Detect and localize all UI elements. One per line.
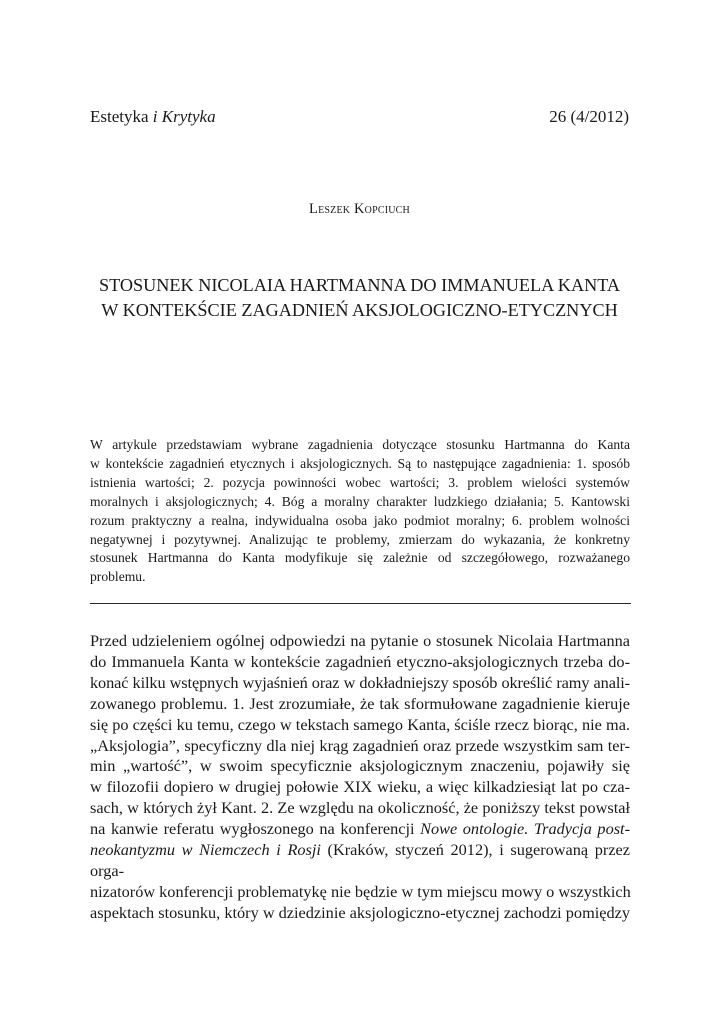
journal-conjunction: i xyxy=(152,107,158,126)
abstract-line: moralnych i aksjologicznych; 4. Bóg a moralny charakter ludzkiego działania; 5. Kantowski xyxy=(90,493,630,509)
journal-name: Krytyka xyxy=(161,107,216,126)
body-line: „Aksjologia”, specyficzny dla niej krąg zagadnień oraz przede wszystkim sam ter- xyxy=(90,735,630,755)
conference-title: Nowe ontologie. Tradycja post- xyxy=(420,819,630,839)
body-line: zowanego problemu. 1. Jest zrozumiałe, że tak sformułowane zagadnienie kieruje xyxy=(90,693,630,713)
body-line: w filozofii dopiero w drugiej połowie XIX wieku, a więc kilkadziesiąt lat po cza- xyxy=(90,777,630,797)
abstract-line: stosunek Hartmanna do Kanta modyfikuje się zależnie od szczegółowego, rozważanego xyxy=(90,550,630,566)
body-line: Przed udzieleniem ogólnej odpowiedzi na pytanie o stosunek Nicolaia Hartmanna xyxy=(90,631,630,650)
abstract-line: problemu. xyxy=(90,569,146,585)
journal-prefix: Estetyka xyxy=(90,107,149,126)
abstract-line: negatywnej i pozytywnej. Analizując te problemy, zmierzam do wykazania, że konkretny xyxy=(90,531,630,547)
body-line: się po części ku temu, czego w tekstach samego Kanta, ściśle rzecz biorąc, nie ma. xyxy=(90,714,630,734)
conference-title-continued: neokantyzmu w Niemczech i Rosji xyxy=(90,840,321,860)
abstract-line: W artykule przedstawiam wybrane zagadnienia dotyczące stosunku Hartmanna do Kanta xyxy=(90,437,630,452)
abstract-line: w kontekście zagadnień etycznych i aksjologicznych. Są to następujące zagadnienia: 1. sposób xyxy=(90,455,630,471)
abstract-line: istnienia wartości; 2. pozycja powinności wobec wartości; 3. problem wielości systemów xyxy=(90,474,630,490)
body-line: do Immanuela Kanta w kontekście zagadnień etyczno-aksjologicznych trzeba do- xyxy=(90,651,630,671)
article-title-line: W KONTEKŚCIE ZAGADNIEŃ AKSJOLOGICZNO-ETYCZNYCH xyxy=(101,300,618,320)
issue-number: 26 (4/2012) xyxy=(549,107,629,126)
body-line: min „wartość”, w swoim specyficznie aksjologicznym znaczeniu, pojawiły się xyxy=(90,756,630,776)
body-line: konać kilku wstępnych wyjaśnień oraz w dokładniejszy sposób określić ramy anali- xyxy=(90,672,630,692)
author-name: Leszek Kopciuch xyxy=(309,201,410,217)
body-line: aspektach stosunku, który w dziedzinie aksjologiczno-etycznej zachodzi pomiędzy xyxy=(90,902,630,922)
body-line: nizatorów konferencji problematykę nie będzie w tym miejscu mowy o wszystkich xyxy=(90,881,631,901)
article-title xyxy=(60,273,659,323)
body-text xyxy=(90,631,630,924)
abstract-line: rozum praktyczny a realna, indywidualna osoba jako podmiot moralny; 6. problem wolności xyxy=(90,512,630,528)
body-text-run: na kanwie referatu wygłoszonego na konferencji xyxy=(90,819,421,839)
section-divider xyxy=(90,603,631,604)
article-title-line: STOSUNEK NICOLAIA HARTMANNA DO IMMANUELA KANTA xyxy=(98,275,620,295)
body-text-run: (Kraków, styczeń 2012), i sugerowaną przez orga- xyxy=(90,840,631,880)
body-line xyxy=(90,819,630,840)
body-line: sach, w których żył Kant. 2. Ze względu na okoliczność, że poniższy tekst powstał xyxy=(90,798,630,818)
body-line xyxy=(90,840,630,882)
abstract xyxy=(90,436,630,587)
journal-title xyxy=(90,107,216,127)
